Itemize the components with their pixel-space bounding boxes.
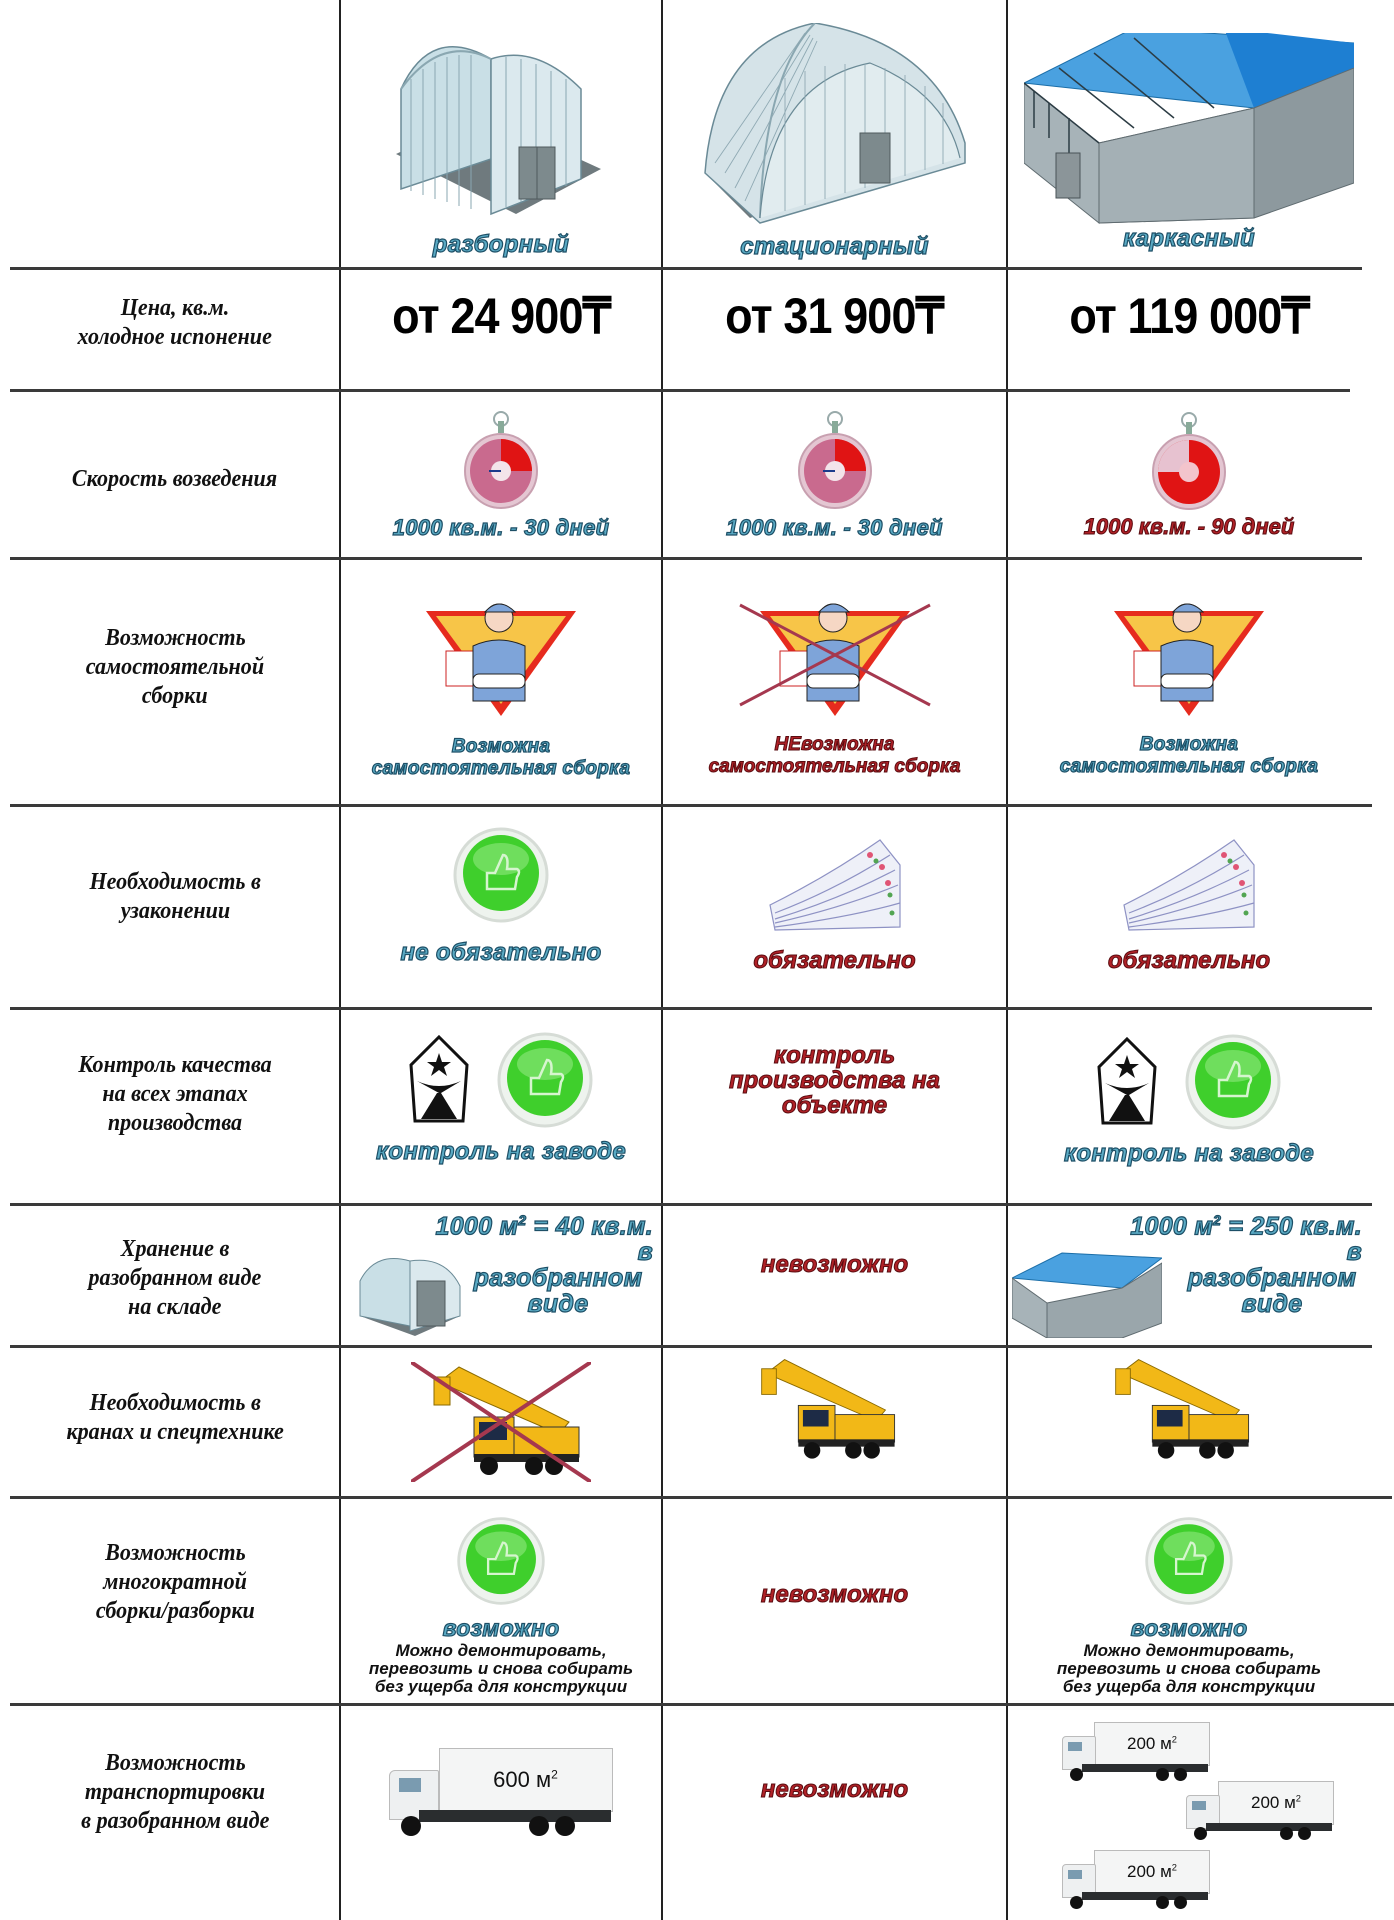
truck-icon: 600 $м^2$ [389,1748,614,1836]
header-column-dismountable [341,0,661,267]
speed-frame [1008,392,1370,557]
worker-icon [755,596,915,716]
self-assembly-title-stationary: НЕвозможна [774,734,895,755]
type-label-stationary: стационарный [740,233,929,260]
stopwatch-icon [1149,410,1229,510]
cranes-stationary [663,1348,1006,1496]
self-assembly-title-frame: Возможна [1139,734,1239,755]
worker-icon [421,596,581,716]
reassembly-stationary: невозможно [760,1581,909,1608]
stopwatch-icon [461,409,541,509]
reassembly-title-frame: возможно [1130,1615,1248,1641]
crane-truck-icon [1104,1355,1274,1465]
quality-row [0,1010,1370,1203]
price-row [0,270,1370,389]
legalization-dismountable [341,807,661,1007]
truck-icon: 200 $м^2$ [1062,1722,1212,1782]
reassembly-frame: возможно Можно демонтировать, перевозить и снова собирать без ущерба для конструкции [1008,1499,1370,1703]
header-column-frame [1008,0,1370,267]
row-label-cranes: Необходимость в кранах и спецтехнике [66,1390,284,1445]
legalization-value-frame: обязательно [1107,947,1271,974]
self-assembly-frame [1008,560,1370,804]
type-label-frame: каркасный [1123,225,1255,252]
row-label-transport: Возможность транспортировки в разобранном виде [80,1749,270,1834]
reassembly-dismountable: возможно Можно демонтировать, перевозить и снова собирать без ущерба для конструкции [341,1499,661,1703]
crane-truck-icon [750,1355,920,1465]
storage-stationary: невозможно [760,1250,909,1278]
storage-row [0,1206,1370,1345]
legalization-row [0,807,1370,1007]
self-assembly-sub-dismountable: самостоятельная сборка [371,758,631,779]
self-assembly-stationary [663,560,1006,804]
worker-icon [1109,596,1269,716]
quality-value-dismountable: контроль на заводе [375,1138,627,1165]
speed-value-stationary: 1000 кв.м. - 30 дней [726,514,943,540]
row-label-speed: Скорость возведения [72,466,278,492]
speed-dismountable [341,392,661,557]
stationary-hangar-icon [685,23,985,233]
transport-dismountable [341,1706,661,1920]
thumbs-up-icon [495,1030,595,1130]
self-assembly-dismountable [341,560,661,804]
truck-icon: 200 $м^2$ [1186,1781,1336,1841]
type-label-dismountable: разборный [432,231,570,258]
quality-value-frame: контроль на заводе [1063,1140,1315,1167]
row-label-storage: Хранение в разобранном виде на складе [88,1236,262,1320]
storage-frame: 1000 $м^2 = 250$ кв.м. в разобранном виде [1008,1206,1370,1345]
cranes-dismountable [341,1348,661,1496]
quality-frame [1008,1010,1370,1203]
header-row [0,0,1370,267]
thumbs-up-icon [1143,1511,1235,1611]
reassembly-row [0,1499,1370,1703]
quality-stationary: контроль производства на объекте [728,1042,940,1119]
price-frame: от 119 000₸ [1069,287,1309,344]
transport-row [0,1706,1370,1920]
legalization-value-stationary: обязательно [753,947,916,974]
transport-stationary: невозможно [760,1776,909,1803]
legalization-frame [1008,807,1370,1007]
price-stationary: от 31 900₸ [725,287,944,344]
legalization-stationary [663,807,1006,1007]
transport-frame [1008,1706,1370,1920]
thumbs-up-icon [451,825,551,925]
row-label-reassembly: Возможность многократной сборки/разборки [95,1539,255,1624]
speed-row [0,392,1370,557]
speed-stationary [663,392,1006,557]
paper-stack-icon [750,835,920,935]
quality-mark-icon [1095,1037,1159,1127]
arched-hangar-icon [371,29,631,229]
cranes-frame [1008,1348,1370,1496]
truck-icon: 200 $м^2$ [1062,1850,1212,1910]
self-assembly-row [0,560,1370,804]
cranes-row [0,1348,1370,1496]
price-dismountable: от 24 900₸ [391,287,611,344]
stopwatch-icon [795,409,875,509]
row-label-legalization: Необходимость в узаконении [89,869,261,924]
self-assembly-sub-stationary: самостоятельная сборка [708,756,961,777]
crane-truck-icon [429,1362,599,1482]
header-column-stationary [663,0,1006,267]
speed-value-frame: 1000 кв.м. - 90 дней [1083,513,1295,539]
frame-building-icon [1024,33,1354,233]
quality-dismountable [341,1010,661,1203]
row-label-quality: Контроль качества на всех этапах производства [78,1052,272,1136]
storage-dismountable: 1000 $м^2 = 40$ кв.м. в разобранном виде [341,1206,661,1345]
legalization-value-dismountable: не обязательно [400,939,602,966]
reassembly-title-dismountable: возможно [442,1615,560,1641]
self-assembly-title-dismountable: Возможна [451,736,551,757]
row-label-price: Цена, кв.м. холодное испонение [77,294,273,350]
speed-value-dismountable: 1000 кв.м. - 30 дней [392,514,610,540]
paper-stack-icon [1104,835,1274,935]
quality-mark-icon [407,1035,471,1125]
self-assembly-sub-frame: самостоятельная сборка [1059,756,1319,777]
row-label-self-assembly: Возможность самостоятельной сборки [85,624,265,709]
thumbs-up-icon [1183,1032,1283,1132]
thumbs-up-icon [455,1511,547,1611]
